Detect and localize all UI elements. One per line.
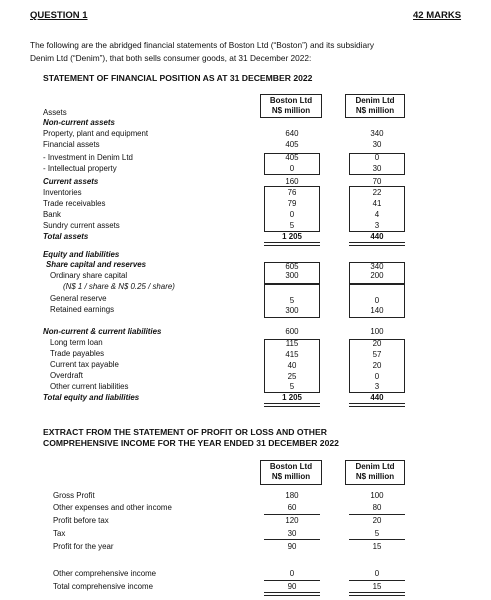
sofp-boston-value: 600	[285, 327, 299, 336]
sofp-denim-value: 200	[370, 271, 384, 280]
sofp-boston-name: Boston Ltd	[269, 96, 313, 105]
sofp-denim-value: 0	[374, 372, 380, 381]
sofp-row-label: Total assets	[43, 232, 89, 241]
sofp-row-label: Ordinary share capital	[50, 271, 128, 280]
sopl-boston-name: Boston Ltd	[269, 462, 313, 471]
sofp-boston-value: 5	[289, 296, 295, 305]
sofp-row-label: Financial assets	[43, 140, 100, 149]
sofp-boston-value: 1 205	[282, 393, 302, 402]
sofp-boston-value: 79	[287, 199, 297, 208]
sofp-row-label: Current tax payable	[50, 360, 119, 369]
sopl-denim-total-underline	[349, 592, 405, 596]
sofp-row-label: Trade payables	[50, 349, 105, 358]
sopl-denim-oci-line	[349, 580, 405, 581]
sopl-boston-unit: N$ million	[271, 472, 311, 481]
sopl-denim-value: 15	[372, 542, 382, 551]
sofp-denim-value: 440	[370, 232, 384, 241]
sofp-boston-value: 1 205	[282, 232, 302, 241]
sofp-denim-header	[345, 94, 405, 118]
sofp-row-label: Retained earnings	[50, 305, 115, 314]
sopl-boston-header	[260, 460, 322, 485]
sofp-title: STATEMENT OF FINANCIAL POSITION AS AT 31 DECEMBER 2022	[43, 73, 313, 83]
sofp-row-label: - Intellectual property	[43, 164, 117, 173]
sopl-denim-value: 20	[372, 516, 382, 525]
sofp-row-label: Inventories	[43, 188, 82, 197]
sopl-denim-unit: N$ million	[355, 472, 395, 481]
sofp-row-label: Assets	[43, 108, 67, 117]
sopl-row-label: Tax	[53, 529, 66, 538]
sofp-boston-value: 405	[285, 153, 299, 162]
sopl-row-label: Gross Profit	[53, 491, 95, 500]
sopl-boston-value: 90	[287, 582, 297, 591]
sofp-boston-unit: N$ million	[271, 106, 311, 115]
sopl-denim-name: Denim Ltd	[355, 462, 395, 471]
sofp-row-label: Bank	[43, 210, 61, 219]
sofp-boston-value: 76	[287, 188, 297, 197]
sofp-boston-value: 160	[285, 177, 299, 186]
sofp-denim-name: Denim Ltd	[355, 96, 395, 105]
sofp-denim-total-el-underline	[349, 403, 405, 407]
sofp-denim-value: 3	[374, 221, 380, 230]
sofp-denim-value: 3	[374, 382, 380, 391]
sofp-denim-value: 70	[372, 177, 382, 186]
sofp-boston-value: 405	[285, 140, 299, 149]
sofp-denim-value: 22	[372, 188, 382, 197]
sopl-denim-value: 0	[374, 569, 380, 578]
sofp-denim-value: 20	[372, 361, 382, 370]
sofp-denim-value: 140	[370, 306, 384, 315]
sopl-title-line-1: EXTRACT FROM THE STATEMENT OF PROFIT OR LOSS AND OTHER	[43, 427, 327, 437]
sopl-boston-value: 60	[287, 503, 297, 512]
sopl-boston-value: 180	[285, 491, 299, 500]
sopl-row-label: Other expenses and other income	[53, 503, 172, 512]
sofp-row-label: Total equity and liabilities	[43, 393, 140, 402]
sopl-denim-subtotal-line	[349, 514, 405, 515]
sopl-boston-total-underline	[264, 592, 320, 596]
sofp-row-label: Equity and liabilities	[43, 250, 120, 259]
sopl-boston-value: 0	[289, 569, 295, 578]
sofp-boston-value: 0	[289, 164, 295, 173]
sopl-row-label: Profit before tax	[53, 516, 109, 525]
sopl-denim-value: 15	[372, 582, 382, 591]
sofp-boston-value: 640	[285, 129, 299, 138]
sofp-boston-value: 5	[289, 221, 295, 230]
sofp-row-label: Other current liabilities	[50, 382, 129, 391]
sofp-denim-value: 30	[372, 140, 382, 149]
sofp-row-label: Non-current & current liabilities	[43, 327, 162, 336]
sofp-row-label: Property, plant and equipment	[43, 129, 149, 138]
sopl-denim-value: 80	[372, 503, 382, 512]
sofp-denim-unit: N$ million	[355, 106, 395, 115]
sofp-boston-value: 300	[285, 306, 299, 315]
sofp-boston-total-el-underline	[264, 403, 320, 407]
sofp-row-label: Overdraft	[50, 371, 83, 380]
sofp-row-label: Non-current assets	[43, 118, 115, 127]
sofp-boston-value: 115	[285, 339, 299, 348]
sofp-denim-value: 340	[370, 262, 384, 271]
sofp-boston-value: 415	[285, 350, 299, 359]
sofp-row-label: (N$ 1 / share & N$ 0.25 / share)	[63, 282, 175, 291]
sopl-row-label: Profit for the year	[53, 542, 114, 551]
sofp-denim-total-assets-underline	[349, 242, 405, 246]
sofp-denim-value: 20	[372, 339, 382, 348]
sofp-denim-value: 30	[372, 164, 382, 173]
sofp-denim-value: 57	[372, 350, 382, 359]
sopl-denim-value: 5	[374, 529, 380, 538]
marks-label: 42 MARKS	[413, 10, 462, 21]
intro-line-1: The following are the abridged financial statements of Boston Ltd (“Boston”) and its subsidiary	[30, 40, 375, 50]
sofp-boston-total-assets-underline	[264, 242, 320, 246]
sopl-boston-tax-line	[264, 539, 320, 540]
sofp-row-label: - Investment in Denim Ltd	[43, 153, 133, 162]
sofp-row-label: Trade receivables	[43, 199, 106, 208]
sopl-row-label: Other comprehensive income	[53, 569, 157, 578]
sopl-denim-tax-line	[349, 539, 405, 540]
sofp-row-label: Long term loan	[50, 338, 103, 347]
sopl-boston-value: 30	[287, 529, 297, 538]
sofp-boston-header	[260, 94, 322, 118]
sofp-row-label: Current assets	[43, 177, 99, 186]
sopl-boston-oci-line	[264, 580, 320, 581]
intro-line-2: Denim Ltd (“Denim”), that both sells consumer goods, at 31 December 2022:	[30, 53, 312, 63]
sofp-row-label: Sundry current assets	[43, 221, 120, 230]
sofp-boston-value: 25	[287, 372, 297, 381]
sopl-denim-value: 100	[370, 491, 384, 500]
sofp-row-label: General reserve	[50, 294, 107, 303]
sopl-boston-value: 90	[287, 542, 297, 551]
sopl-denim-header	[345, 460, 405, 485]
sofp-denim-value: 340	[370, 129, 384, 138]
sofp-denim-value: 0	[374, 296, 380, 305]
sofp-boston-value: 5	[289, 382, 295, 391]
sofp-denim-value: 0	[374, 153, 380, 162]
question-heading: QUESTION 1	[30, 10, 88, 21]
sofp-boston-value: 605	[285, 262, 299, 271]
sofp-denim-value: 100	[370, 327, 384, 336]
sofp-denim-value: 41	[372, 199, 382, 208]
sofp-boston-value: 0	[289, 210, 295, 219]
sopl-boston-subtotal-line	[264, 514, 320, 515]
sopl-row-label: Total comprehensive income	[53, 582, 153, 591]
sofp-row-label: Share capital and reserves	[46, 260, 147, 269]
sofp-boston-value: 300	[285, 271, 299, 280]
sofp-boston-value: 40	[287, 361, 297, 370]
sofp-denim-value: 440	[370, 393, 384, 402]
sopl-title-line-2: COMPREHENSIVE INCOME FOR THE YEAR ENDED 31 DECEMBER 2022	[43, 438, 339, 448]
sopl-boston-value: 120	[285, 516, 299, 525]
sofp-denim-value: 4	[374, 210, 380, 219]
